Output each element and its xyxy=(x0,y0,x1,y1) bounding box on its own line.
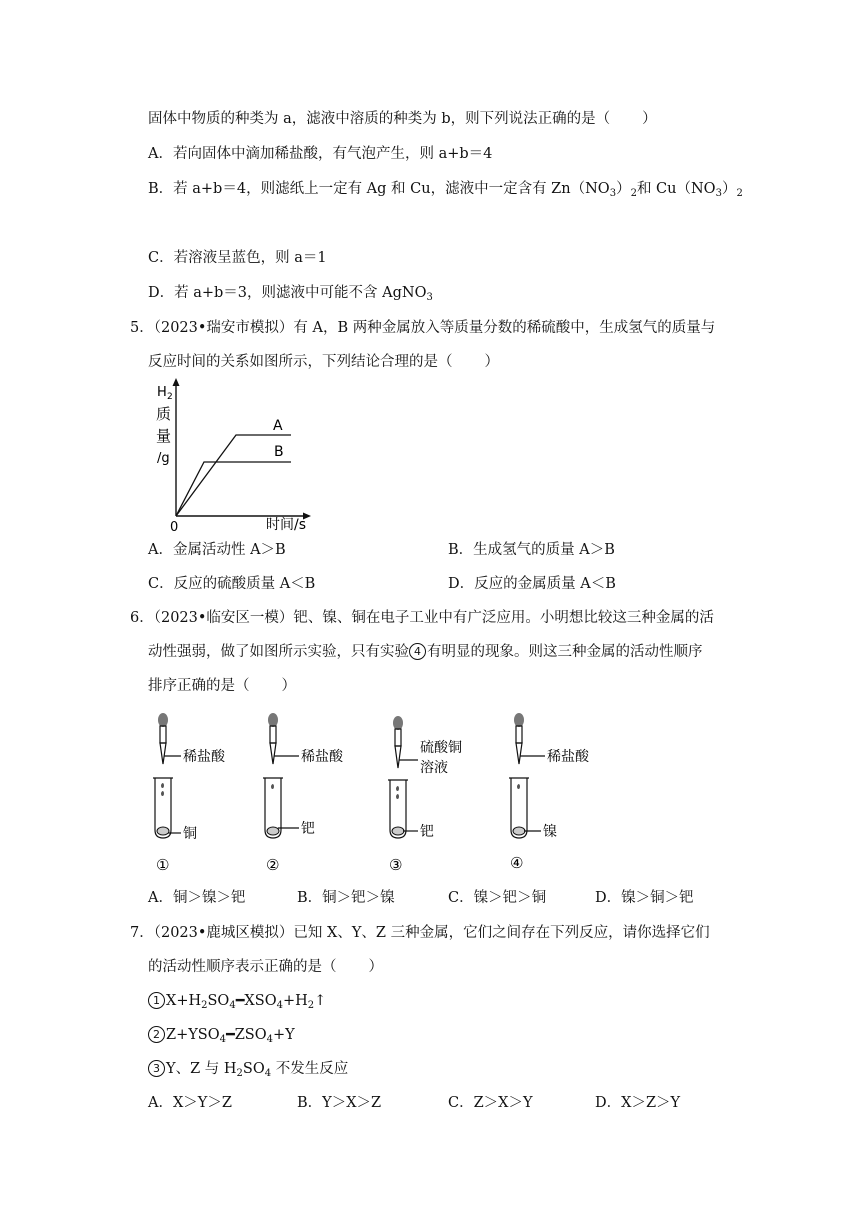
q6-option-a: A．铜＞镍＞钯 xyxy=(148,890,246,906)
reagent-label: 硫酸铜 xyxy=(420,740,462,756)
experiment-number: ① xyxy=(156,856,170,874)
circled-number-4: 4 xyxy=(409,643,426,660)
q7-stem-line2: 的活动性顺序表示正确的是（ ） xyxy=(148,959,383,975)
q6-stem-line3: 排序正确的是（ ） xyxy=(148,678,296,694)
q7-option-d: D．X＞Z＞Y xyxy=(595,1095,681,1111)
q7-reaction-2: 2 $Z+YSO_4━ZSO_4+Y$ xyxy=(148,1025,295,1045)
q6-option-c: C．镍＞钯＞铜 xyxy=(448,890,547,906)
y-label-sub: 2 xyxy=(167,392,173,402)
reagent-label: 稀盐酸 xyxy=(301,749,343,765)
q4-option-b: B．若 a+b＝4，则滤纸上一定有 Ag 和 Cu，滤液中一定含有 $Zn(NO_3)_2$和 $Cu(NO_3)_2$ xyxy=(148,181,743,199)
circled-number-2: 2 xyxy=(148,1026,165,1043)
q5-stem-line2: 反应时间的关系如图所示，下列结论合理的是（ ） xyxy=(148,354,499,370)
test-tube-icon xyxy=(153,778,173,838)
q7-reaction-3: 3 Y、Z 与 $H_2SO_4$ 不发生反应 xyxy=(148,1059,348,1079)
metal-label: 钯 xyxy=(420,824,434,840)
q5-option-b: B．生成氢气的质量 A＞B xyxy=(448,542,615,558)
q4-option-d: D．若 a+b＝3，则滤液中可能不含 AgNO$_3$ xyxy=(148,285,433,303)
y-label-zhi: 质 xyxy=(156,405,172,423)
experiment-2-diagram xyxy=(255,710,355,878)
test-tube-icon xyxy=(509,778,529,838)
q7-option-b: B．Y＞X＞Z xyxy=(297,1095,382,1111)
experiment-number: ④ xyxy=(510,854,524,872)
metal-label: 钯 xyxy=(301,821,315,837)
q5-option-d: D．反应的金属质量 A＜B xyxy=(448,576,616,592)
q7-option-c: C．Z＞X＞Y xyxy=(448,1095,533,1111)
q5-option-a: A．金属活动性 A＞B xyxy=(148,542,286,558)
q4-option-a: A．若向固体中滴加稀盐酸，有气泡产生，则 a+b＝4 xyxy=(148,146,493,162)
circled-number-1: 1 xyxy=(148,992,165,1009)
x-label: 时间/s xyxy=(266,517,307,533)
q7-stem-line1: 7．（2023•鹿城区模拟）已知 X、Y、Z 三种金属，它们之间存在下列反应，请你选择它们 xyxy=(130,925,710,941)
q5-stem-line1: 5．（2023•瑞安市模拟）有 A，B 两种金属放入等质量分数的稀硫酸中，生成氢气的质量与 xyxy=(130,320,716,336)
y-label-unit: /g xyxy=(157,451,170,466)
metal-label: 铜 xyxy=(183,826,197,842)
experiment-1-diagram xyxy=(145,710,225,878)
experiment-3-diagram xyxy=(380,710,480,878)
q5-option-c: C．反应的硫酸质量 A＜B xyxy=(148,576,316,592)
q6-stem-line1: 6．（2023•临安区一模）钯、镍、铜在电子工业中有广泛应用。小明想比较这三种金属的活 xyxy=(130,610,714,626)
q5-hydrogen-mass-graph xyxy=(145,378,315,533)
experiment-number: ② xyxy=(266,856,280,874)
origin-label: 0 xyxy=(170,520,179,535)
q6-option-b: B．铜＞钯＞镍 xyxy=(297,890,395,906)
line-b-label: B xyxy=(274,444,284,460)
y-label-liang: 量 xyxy=(156,427,172,445)
q7-option-a: A．X＞Y＞Z xyxy=(148,1095,232,1111)
circled-number-3: 3 xyxy=(148,1060,165,1077)
graph-y-arrow xyxy=(173,378,180,386)
reagent-label-line2: 溶液 xyxy=(420,760,448,776)
reagent-label: 稀盐酸 xyxy=(547,749,589,765)
q7-reaction-1: 1 $X+H_2SO_4━XSO_4+H_2↑$ xyxy=(148,991,326,1011)
q4-option-c: C．若溶液呈蓝色，则 a＝1 xyxy=(148,250,327,266)
test-tube-icon xyxy=(388,780,408,838)
experiment-number: ③ xyxy=(389,856,403,874)
line-a-label: A xyxy=(273,418,283,434)
reagent-label: 稀盐酸 xyxy=(183,749,225,765)
experiment-4-diagram xyxy=(505,710,605,878)
q6-stem-line2: 动性强弱，做了如图所示实验，只有实验 4 有明显的现象。则这三种金属的活动性顺序 xyxy=(148,644,703,660)
test-tube-icon xyxy=(263,778,283,838)
y-label-h: H xyxy=(157,385,167,400)
q4-stem-continuation: 固体中物质的种类为 a，滤液中溶质的种类为 b，则下列说法正确的是（ ） xyxy=(148,111,657,127)
q6-option-d: D．镍＞铜＞钯 xyxy=(595,890,694,906)
metal-label: 镍 xyxy=(543,824,557,840)
line-b xyxy=(176,462,291,516)
